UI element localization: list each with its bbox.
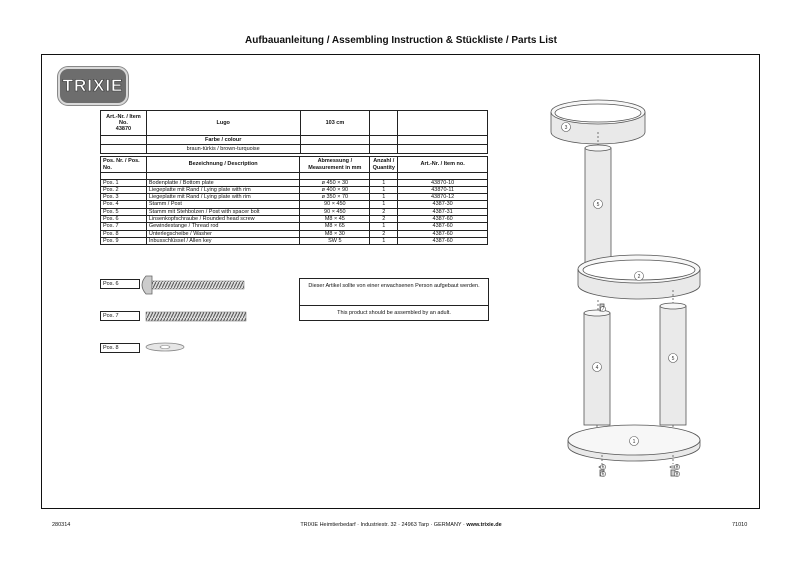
part-callout-number: 1 [632,439,636,445]
part-callout-number: 6 [601,471,605,478]
footer-code: 71010 [732,522,748,528]
table-cell: Unterlegscheibe / Washer [146,230,300,237]
table-cell: 1 [370,201,398,208]
lower-right-post [660,303,686,425]
art-no-value: 43870 [115,126,132,133]
table-cell: 90 × 450 [300,201,370,208]
color-value: braun-türkis / brown-turquoise [146,145,300,154]
table-cell: Pos. 7 [101,223,147,230]
table-cell: Liegeplatte mit Rand / Lying plate with rim [146,186,300,193]
table-cell: 4387-31 [398,208,488,215]
table-cell: 1 [370,179,398,186]
table-cell: 2 [370,208,398,215]
pos6-label: Pos. 6 [100,279,140,289]
col-header-description: Bezeichnung / Description [146,157,300,173]
table-cell: 4387-60 [398,216,488,223]
table-cell: ø 450 × 30 [300,179,370,186]
pos7-label: Pos. 7 [100,311,140,321]
notice-english: This product should be assembled by an adult. [337,310,451,316]
col-header-item-no: Art.-Nr. / Item no. [398,157,488,173]
footer-date: 280314 [52,522,71,528]
table-cell: SW 5 [300,238,370,245]
pos8-label: Pos. 8 [100,343,140,353]
part-callout-number: 4 [595,365,599,371]
table-cell: M8 × 30 [300,230,370,237]
table-cell: M8 × 65 [300,223,370,230]
table-cell: 4387-60 [398,223,488,230]
col-header-pos: Pos. Nr. / Pos. No. [101,157,147,173]
part-callout-number: 8 [675,464,679,471]
table-cell: 1 [370,186,398,193]
table-cell: Bodenplatte / Bottom plate [146,179,300,186]
table-cell: ø 350 × 70 [300,194,370,201]
table-cell: Pos. 8 [101,230,147,237]
table-cell: Pos. 1 [101,179,147,186]
table-cell: 1 [370,238,398,245]
part-callout-number: 6 [601,464,605,471]
table-cell: 4387-60 [398,238,488,245]
col-header-measurement: Abmessung / Measurement in mm [300,157,370,173]
table-cell: ø 400 × 90 [300,186,370,193]
table-cell: Linsenkopfschraube / Rounded head screw [146,216,300,223]
footer-website: www.trixie.de [466,522,502,528]
table-cell: Stamm mit Stehbolzen / Post with spacer bolt [146,208,300,215]
table-cell: 43870-12 [398,194,488,201]
page-title: Aufbauanleitung / Assembling Instruction & Stückliste / Parts List [245,35,557,46]
table-cell: Gewindestange / Thread rod [146,223,300,230]
col-header-quantity: Anzahl / Quantity [370,157,398,173]
footer-address [0,522,802,528]
footer-company: TRIXIE Heimtierbedarf · Industriestr. 32 · 24963 Tarp · GERMANY · [300,522,467,528]
logo-text: TRIXIE [62,76,124,95]
table-cell: 1 [370,223,398,230]
part-callout-number: 3 [564,125,568,131]
part-callout-number: 2 [637,274,641,280]
table-cell: 2 [370,216,398,223]
part-callout-number: 5 [671,356,675,362]
table-cell: Pos. 9 [101,238,147,245]
table-cell: 43870-10 [398,179,488,186]
color-label: Farbe / colour [146,136,300,145]
table-cell: 90 × 450 [300,208,370,215]
part-callout-number: 8 [675,471,679,478]
art-no-label: Art.-Nr. / Item No. [106,113,141,126]
table-cell: 4387-30 [398,201,488,208]
article-height: 103 cm [300,111,370,136]
part-callout-number: 5 [596,202,600,208]
table-cell: Pos. 2 [101,186,147,193]
table-cell: 43870-11 [398,186,488,193]
table-cell: 1 [370,194,398,201]
table-cell: Liegeplatte mit Rand / Lying plate with rim [146,194,300,201]
part-callout-number: 7 [601,306,605,313]
bottom-screws [599,466,676,476]
table-cell: Pos. 3 [101,194,147,201]
table-cell: Inbusschlüssel / Allen key [146,238,300,245]
table-cell: 4387-60 [398,230,488,237]
table-cell: Pos. 6 [101,216,147,223]
table-cell: 2 [370,230,398,237]
table-cell: Stamm / Post [146,201,300,208]
table-cell: Pos. 4 [101,201,147,208]
table-cell: Pos. 5 [101,208,147,215]
table-cell: M8 × 45 [300,216,370,223]
notice-german: Dieser Artikel sollte von einer erwachsenen Person aufgebaut werden. [300,279,488,306]
article-name: Lugo [146,111,300,136]
